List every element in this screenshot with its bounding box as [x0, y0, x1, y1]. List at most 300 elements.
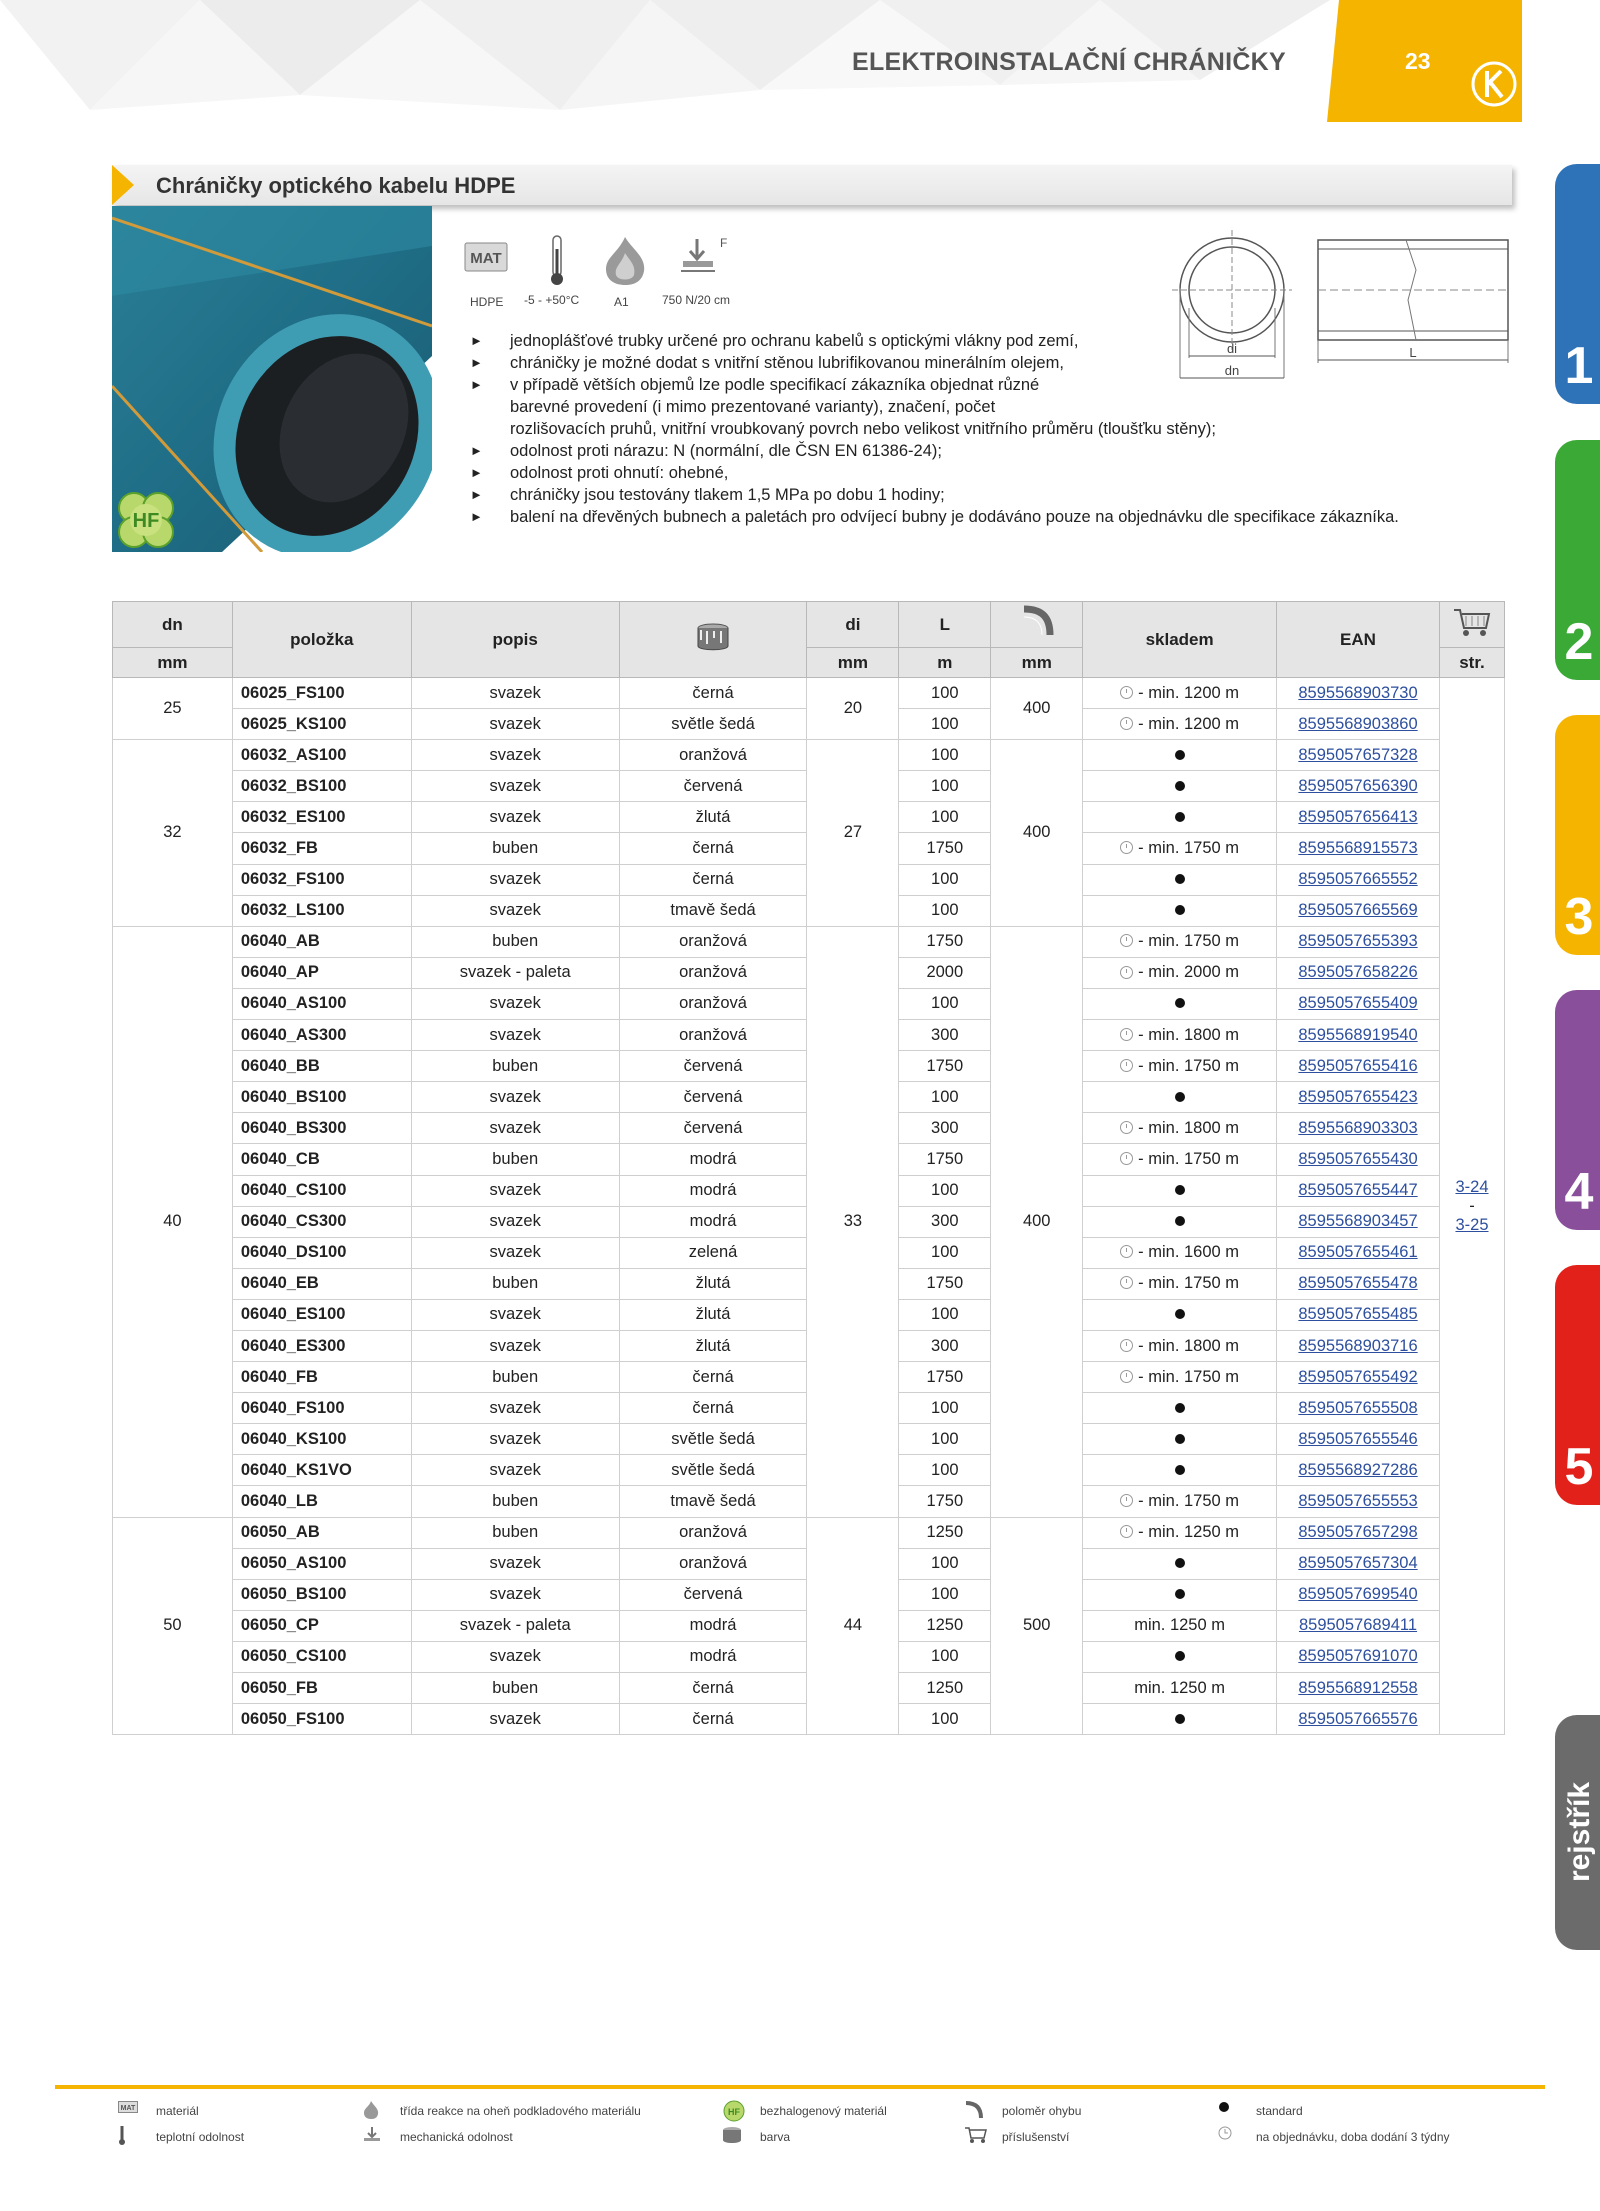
cell-barva: žlutá	[619, 1299, 807, 1330]
ean-link[interactable]: 8595057655430	[1298, 1149, 1418, 1168]
page-number: 23	[1405, 48, 1431, 74]
cell-code: 06032_AS100	[232, 740, 411, 771]
cell-ean	[1277, 895, 1440, 926]
cell-code: 06040_CB	[232, 1144, 411, 1175]
header-skladem: skladem	[1083, 602, 1277, 678]
cell-barva: červená	[619, 1051, 807, 1082]
svg-text:MAT: MAT	[470, 250, 502, 267]
cell-popis: svazek	[411, 1082, 619, 1113]
clock-icon	[1120, 1370, 1133, 1383]
cell-str	[1439, 678, 1504, 1735]
page-header-title: ELEKTROINSTALAČNÍ CHRÁNIČKY	[852, 48, 1287, 76]
clock-icon	[1120, 717, 1133, 730]
cell-skladem	[1083, 1330, 1277, 1361]
standard-dot-icon	[1175, 1185, 1185, 1195]
stock-text: - min. 2000 m	[1138, 963, 1240, 982]
ean-link[interactable]: 8595568919540	[1298, 1025, 1418, 1044]
standard-dot-icon	[1175, 1309, 1185, 1319]
cell-code: 06040_KS100	[232, 1424, 411, 1455]
standard-dot-icon	[1175, 1589, 1185, 1599]
ean-link[interactable]: 8595057665552	[1298, 870, 1418, 889]
cell-ean	[1277, 1206, 1440, 1237]
cell-l: 1750	[899, 1362, 991, 1393]
stock-text: min. 1250 m	[1134, 1678, 1225, 1697]
stock-text: - min. 1750 m	[1138, 932, 1240, 951]
cell-skladem	[1083, 678, 1277, 709]
cell-ean	[1277, 1517, 1440, 1548]
ean-link[interactable]: 8595057655416	[1298, 1056, 1418, 1075]
cell-ean	[1277, 1424, 1440, 1455]
cell-barva: modrá	[619, 1175, 807, 1206]
cell-skladem	[1083, 1641, 1277, 1672]
side-tab-4[interactable]	[1555, 990, 1600, 1230]
cell-l: 100	[899, 1641, 991, 1672]
cell-di: 33	[807, 926, 899, 1517]
cell-popis: svazek - paleta	[411, 957, 619, 988]
cell-barva: oranžová	[619, 1548, 807, 1579]
legend-label: mechanická odolnost	[400, 2130, 513, 2144]
cell-code: 06040_AS300	[232, 1020, 411, 1051]
cell-code: 06040_ES300	[232, 1330, 411, 1361]
cell-code: 06025_FS100	[232, 678, 411, 709]
cell-ean	[1277, 771, 1440, 802]
cell-popis: svazek	[411, 1206, 619, 1237]
cell-code: 06032_LS100	[232, 895, 411, 926]
cell-popis: buben	[411, 1051, 619, 1082]
bullet-continuation	[470, 418, 1399, 440]
ean-link[interactable]: 8595057656390	[1298, 776, 1418, 795]
stock-text: - min. 1800 m	[1138, 1025, 1240, 1044]
header-dn-unit: mm	[113, 648, 233, 678]
cell-skladem	[1083, 1175, 1277, 1206]
cell-barva: modrá	[619, 1144, 807, 1175]
cell-ean	[1277, 864, 1440, 895]
header-l: L	[899, 602, 991, 648]
stock-text: - min. 1750 m	[1138, 1367, 1240, 1386]
cell-l: 1750	[899, 1268, 991, 1299]
header-bend-unit: mm	[991, 648, 1083, 678]
stock-text: - min. 1200 m	[1138, 714, 1240, 733]
bullet-arrow-icon: ►	[470, 443, 483, 458]
cell-popis: svazek	[411, 740, 619, 771]
mat-icon	[118, 2100, 138, 2118]
cell-di: 20	[807, 678, 899, 740]
cell-ean	[1277, 957, 1440, 988]
cell-l: 100	[899, 740, 991, 771]
ean-link[interactable]: 8595057665576	[1298, 1709, 1418, 1728]
clock-icon	[1218, 2126, 1232, 2145]
cell-ean	[1277, 1579, 1440, 1610]
standard-dot-icon	[1175, 781, 1185, 791]
cell-popis: svazek	[411, 1424, 619, 1455]
cell-skladem	[1083, 1362, 1277, 1393]
bullet-text: jednoplášťové trubky určené pro ochranu kabelů s optickými vlákny pod zemí,	[510, 332, 1079, 350]
clock-icon	[1120, 1121, 1133, 1134]
cell-barva: červená	[619, 771, 807, 802]
thermometer-icon	[118, 2126, 126, 2151]
ean-link[interactable]: 8595057691070	[1298, 1647, 1418, 1666]
cell-code: 06032_FS100	[232, 864, 411, 895]
bullet-arrow-icon: ►	[470, 377, 483, 392]
cell-l: 1750	[899, 1051, 991, 1082]
cell-popis: svazek	[411, 678, 619, 709]
standard-dot-icon	[1175, 1558, 1185, 1568]
cell-l: 1750	[899, 1144, 991, 1175]
product-table	[112, 601, 1505, 1735]
side-tab-label: 2	[1564, 613, 1594, 671]
cell-barva: žlutá	[619, 802, 807, 833]
cell-popis: buben	[411, 1486, 619, 1517]
cell-l: 2000	[899, 957, 991, 988]
cell-l: 300	[899, 1206, 991, 1237]
cell-barva: oranžová	[619, 957, 807, 988]
cell-skladem	[1083, 1144, 1277, 1175]
hf-badge-text: HF	[132, 510, 160, 532]
ean-link[interactable]: 8595057655423	[1298, 1087, 1418, 1106]
cell-skladem	[1083, 1424, 1277, 1455]
paint-icon	[722, 2126, 742, 2149]
cell-l: 300	[899, 1330, 991, 1361]
thermometer-icon	[547, 235, 567, 287]
cell-skladem	[1083, 988, 1277, 1019]
cell-dn: 32	[113, 740, 233, 927]
standard-dot-icon	[1175, 998, 1185, 1008]
header-di: di	[807, 602, 899, 648]
cell-l: 1750	[899, 926, 991, 957]
cell-barva: modrá	[619, 1206, 807, 1237]
header-l-unit: m	[899, 648, 991, 678]
ean-link[interactable]: 8595568912558	[1298, 1678, 1418, 1697]
cell-di: 27	[807, 740, 899, 927]
cell-skladem	[1083, 802, 1277, 833]
cell-skladem	[1083, 1455, 1277, 1486]
ean-link[interactable]: 8595057655485	[1298, 1305, 1418, 1324]
legend-label: standard	[1256, 2104, 1303, 2118]
clock-icon	[1120, 686, 1133, 699]
ean-link[interactable]: 8595057689411	[1298, 1616, 1418, 1635]
cell-skladem	[1083, 1113, 1277, 1144]
cell-code: 06040_EB	[232, 1268, 411, 1299]
bullet-item	[470, 374, 1399, 396]
ean-link[interactable]: 8595568903730	[1298, 683, 1418, 702]
cell-barva: oranžová	[619, 1020, 807, 1051]
cell-skladem	[1083, 1610, 1277, 1641]
cell-ean	[1277, 1082, 1440, 1113]
fire-class-value: A1	[614, 295, 629, 309]
cell-ean	[1277, 926, 1440, 957]
header-polozka: položka	[232, 602, 411, 678]
legend-label: třída reakce na oheň podkladového materiálu	[400, 2104, 641, 2118]
cell-l: 100	[899, 1393, 991, 1424]
ean-link[interactable]: 8595057655461	[1298, 1243, 1418, 1262]
cell-skladem	[1083, 895, 1277, 926]
cell-di: 44	[807, 1517, 899, 1735]
cell-barva: žlutá	[619, 1268, 807, 1299]
cell-code: 06050_CP	[232, 1610, 411, 1641]
bullet-item	[470, 440, 1399, 462]
legend-label: teplotní odolnost	[156, 2130, 245, 2144]
cell-barva: oranžová	[619, 926, 807, 957]
cell-bend: 500	[991, 1517, 1083, 1735]
side-tab-1[interactable]	[1555, 164, 1600, 404]
cell-code: 06050_AS100	[232, 1548, 411, 1579]
catalog-page-link[interactable]: 3-24	[1455, 1177, 1489, 1196]
ean-link[interactable]: 8595568927286	[1298, 1460, 1418, 1479]
cell-popis: buben	[411, 1144, 619, 1175]
cell-l: 300	[899, 1113, 991, 1144]
ean-link[interactable]: 8595057655393	[1298, 932, 1418, 951]
legend-label: poloměr ohybu	[1002, 2104, 1082, 2118]
force-icon	[362, 2126, 384, 2151]
header-bend	[991, 602, 1083, 648]
cell-skladem	[1083, 1206, 1277, 1237]
cell-skladem	[1083, 864, 1277, 895]
stock-text: - min. 1750 m	[1138, 1056, 1240, 1075]
side-tab-label: 5	[1564, 1438, 1594, 1496]
cell-skladem	[1083, 1393, 1277, 1424]
cell-barva: červená	[619, 1113, 807, 1144]
cell-skladem	[1083, 833, 1277, 864]
cell-ean	[1277, 709, 1440, 740]
table-row	[113, 740, 1505, 771]
cell-code: 06040_LB	[232, 1486, 411, 1517]
cell-popis: svazek - paleta	[411, 1610, 619, 1641]
ean-link[interactable]: 8595568915573	[1298, 839, 1418, 858]
cell-l: 300	[899, 1020, 991, 1051]
bend-icon	[964, 2100, 984, 2125]
cell-ean	[1277, 1299, 1440, 1330]
svg-text:MAT: MAT	[120, 2105, 136, 2112]
section-arrow-icon	[112, 165, 134, 205]
side-tab-5[interactable]	[1555, 1265, 1600, 1505]
stock-text: - min. 1750 m	[1138, 1274, 1240, 1293]
stock-text: - min. 1750 m	[1138, 1149, 1240, 1168]
ean-link[interactable]: 8595568903716	[1298, 1336, 1418, 1355]
temperature-value: -5 - +50°C	[524, 293, 580, 307]
cell-barva: černá	[619, 1362, 807, 1393]
header-color	[619, 602, 807, 678]
hf-badge-icon	[112, 486, 180, 554]
ean-link[interactable]: 8595057655478	[1298, 1274, 1418, 1293]
ean-link[interactable]: 8595057699540	[1298, 1585, 1418, 1604]
legend-label: barva	[760, 2130, 791, 2144]
cell-code: 06040_KS1VO	[232, 1455, 411, 1486]
bullet-item	[470, 330, 1399, 352]
bullet-item	[470, 484, 1399, 506]
cell-popis: svazek	[411, 895, 619, 926]
standard-dot-icon	[1175, 1092, 1185, 1102]
cell-l: 100	[899, 895, 991, 926]
cell-barva: oranžová	[619, 1517, 807, 1548]
cell-code: 06032_BS100	[232, 771, 411, 802]
ean-link[interactable]: 8595057656413	[1298, 807, 1418, 826]
cell-barva: světle šedá	[619, 709, 807, 740]
cell-popis: svazek	[411, 1175, 619, 1206]
cell-popis: svazek	[411, 1299, 619, 1330]
bullet-item	[470, 506, 1399, 528]
cell-code: 06050_FS100	[232, 1704, 411, 1735]
stock-text: - min. 1200 m	[1138, 683, 1240, 702]
cell-l: 100	[899, 802, 991, 833]
standard-dot-icon	[1175, 1216, 1185, 1226]
cell-l: 1750	[899, 833, 991, 864]
cell-code: 06025_KS100	[232, 709, 411, 740]
cell-popis: buben	[411, 1517, 619, 1548]
cell-skladem	[1083, 1082, 1277, 1113]
cell-skladem	[1083, 957, 1277, 988]
cell-barva: oranžová	[619, 988, 807, 1019]
ean-link[interactable]: 8595057655508	[1298, 1398, 1418, 1417]
cell-ean	[1277, 1175, 1440, 1206]
bullet-text: rozlišovacích pruhů, vnitřní vroubkovaný povrch nebo velikost vnitřního průměru (tloušťku stěny);	[510, 420, 1216, 438]
cell-barva: žlutá	[619, 1330, 807, 1361]
cell-barva: oranžová	[619, 740, 807, 771]
cell-code: 06032_ES100	[232, 802, 411, 833]
stock-text: - min. 1800 m	[1138, 1336, 1240, 1355]
ean-link[interactable]: 8595057655409	[1298, 994, 1418, 1013]
cart-icon	[1452, 606, 1492, 638]
catalog-page-separator: -	[1469, 1196, 1475, 1215]
clock-icon	[1120, 1339, 1133, 1352]
side-tab-label: 1	[1564, 337, 1594, 395]
cell-dn: 40	[113, 926, 233, 1517]
di-label: di	[1226, 341, 1238, 356]
cell-skladem	[1083, 1517, 1277, 1548]
standard-dot-icon	[1175, 1465, 1185, 1475]
table-row	[113, 678, 1505, 709]
cell-popis: buben	[411, 926, 619, 957]
cell-skladem	[1083, 926, 1277, 957]
dot-icon	[1218, 2100, 1230, 2118]
cell-ean	[1277, 740, 1440, 771]
cell-code: 06040_CS300	[232, 1206, 411, 1237]
cell-barva: černá	[619, 1393, 807, 1424]
bullet-text: v případě větších objemů lze podle specifikací zákazníka objednat různé	[510, 376, 1040, 394]
footer-divider	[55, 2085, 1545, 2089]
cell-bend: 400	[991, 926, 1083, 1517]
cell-l: 100	[899, 864, 991, 895]
ean-link[interactable]: 8595057655546	[1298, 1429, 1418, 1448]
cell-ean	[1277, 1362, 1440, 1393]
cell-code: 06050_FB	[232, 1673, 411, 1704]
cell-barva: světle šedá	[619, 1424, 807, 1455]
side-tab-rejstrik[interactable]	[1555, 1715, 1600, 1950]
flame-icon	[362, 2100, 380, 2125]
cell-popis: svazek	[411, 1641, 619, 1672]
cell-dn: 25	[113, 678, 233, 740]
cell-skladem	[1083, 1673, 1277, 1704]
cell-l: 100	[899, 1704, 991, 1735]
bullet-text: chráničky je možné dodat s vnitřní stěnou lubrifikovanou minerálním olejem,	[510, 354, 1064, 372]
svg-text:F: F	[720, 236, 727, 250]
cell-dn: 50	[113, 1517, 233, 1735]
side-tab-2[interactable]	[1555, 440, 1600, 680]
cell-code: 06050_CS100	[232, 1641, 411, 1672]
legend-label: bezhalogenový materiál	[760, 2104, 887, 2118]
standard-dot-icon	[1175, 1714, 1185, 1724]
cell-barva: modrá	[619, 1641, 807, 1672]
ean-link[interactable]: 8595057655447	[1298, 1181, 1418, 1200]
clock-icon	[1120, 1059, 1133, 1072]
cell-l: 100	[899, 1424, 991, 1455]
cell-skladem	[1083, 1299, 1277, 1330]
cell-ean	[1277, 678, 1440, 709]
bullet-arrow-icon: ►	[470, 509, 483, 524]
bullet-text: odolnost proti nárazu: N (normální, dle ČSN EN 61386-24);	[510, 442, 942, 460]
bullet-arrow-icon: ►	[470, 355, 483, 370]
ean-link[interactable]: 8595057658226	[1298, 963, 1418, 982]
cell-code: 06040_BS100	[232, 1082, 411, 1113]
ean-link[interactable]: 8595057655553	[1298, 1491, 1418, 1510]
cell-l: 100	[899, 1455, 991, 1486]
cell-popis: svazek	[411, 771, 619, 802]
mechanical-value: 750 N/20 cm	[662, 293, 731, 307]
cell-ean	[1277, 1641, 1440, 1672]
cell-code: 06040_CS100	[232, 1175, 411, 1206]
cell-ean	[1277, 1486, 1440, 1517]
cell-barva: černá	[619, 678, 807, 709]
legend-label: materiál	[156, 2104, 199, 2118]
bullet-continuation	[470, 396, 1399, 418]
stock-text: - min. 1250 m	[1138, 1523, 1240, 1542]
cell-ean	[1277, 1704, 1440, 1735]
ean-link[interactable]: 8595057657328	[1298, 745, 1418, 764]
cell-popis: svazek	[411, 709, 619, 740]
ean-link[interactable]: 8595057657304	[1298, 1554, 1418, 1573]
legend-label: příslušenství	[1002, 2130, 1070, 2144]
cell-code: 06040_DS100	[232, 1237, 411, 1268]
bullet-arrow-icon: ►	[470, 487, 483, 502]
cell-skladem	[1083, 1486, 1277, 1517]
clock-icon	[1120, 1152, 1133, 1165]
ean-link[interactable]: 8595057657298	[1298, 1523, 1418, 1542]
ean-link[interactable]: 8595568903860	[1298, 714, 1418, 733]
clock-icon	[1120, 1028, 1133, 1041]
ean-link[interactable]: 8595568903303	[1298, 1118, 1418, 1137]
cell-bend: 400	[991, 678, 1083, 740]
cell-code: 06040_FS100	[232, 1393, 411, 1424]
cell-ean	[1277, 1455, 1440, 1486]
standard-dot-icon	[1175, 1434, 1185, 1444]
cell-popis: svazek	[411, 1548, 619, 1579]
bend-icon	[1020, 605, 1054, 639]
cell-skladem	[1083, 709, 1277, 740]
ean-link[interactable]: 8595057655492	[1298, 1367, 1418, 1386]
header-dn: dn	[113, 602, 233, 648]
feature-list	[470, 330, 1399, 528]
cell-barva: černá	[619, 1673, 807, 1704]
header-cart	[1439, 602, 1504, 648]
catalog-page-link[interactable]: 3-25	[1455, 1215, 1489, 1234]
stock-text: - min. 1600 m	[1138, 1243, 1240, 1262]
svg-text:HF: HF	[728, 2107, 740, 2117]
paint-icon	[696, 622, 730, 652]
side-tab-3[interactable]	[1555, 715, 1600, 955]
cell-ean	[1277, 988, 1440, 1019]
dn-label: dn	[1224, 363, 1240, 378]
cell-code: 06040_AS100	[232, 988, 411, 1019]
table-row	[113, 1517, 1505, 1548]
ean-link[interactable]: 8595568903457	[1298, 1212, 1418, 1231]
clock-icon	[1120, 1276, 1133, 1289]
stock-text: - min. 1750 m	[1138, 839, 1240, 858]
standard-dot-icon	[1175, 1651, 1185, 1661]
ean-link[interactable]: 8595057665569	[1298, 901, 1418, 920]
bullet-text: barevné provedení (i mimo prezentované varianty), značení, počet	[510, 398, 996, 416]
cell-l: 100	[899, 771, 991, 802]
cell-l: 1750	[899, 1486, 991, 1517]
stock-text: - min. 1750 m	[1138, 1491, 1240, 1510]
